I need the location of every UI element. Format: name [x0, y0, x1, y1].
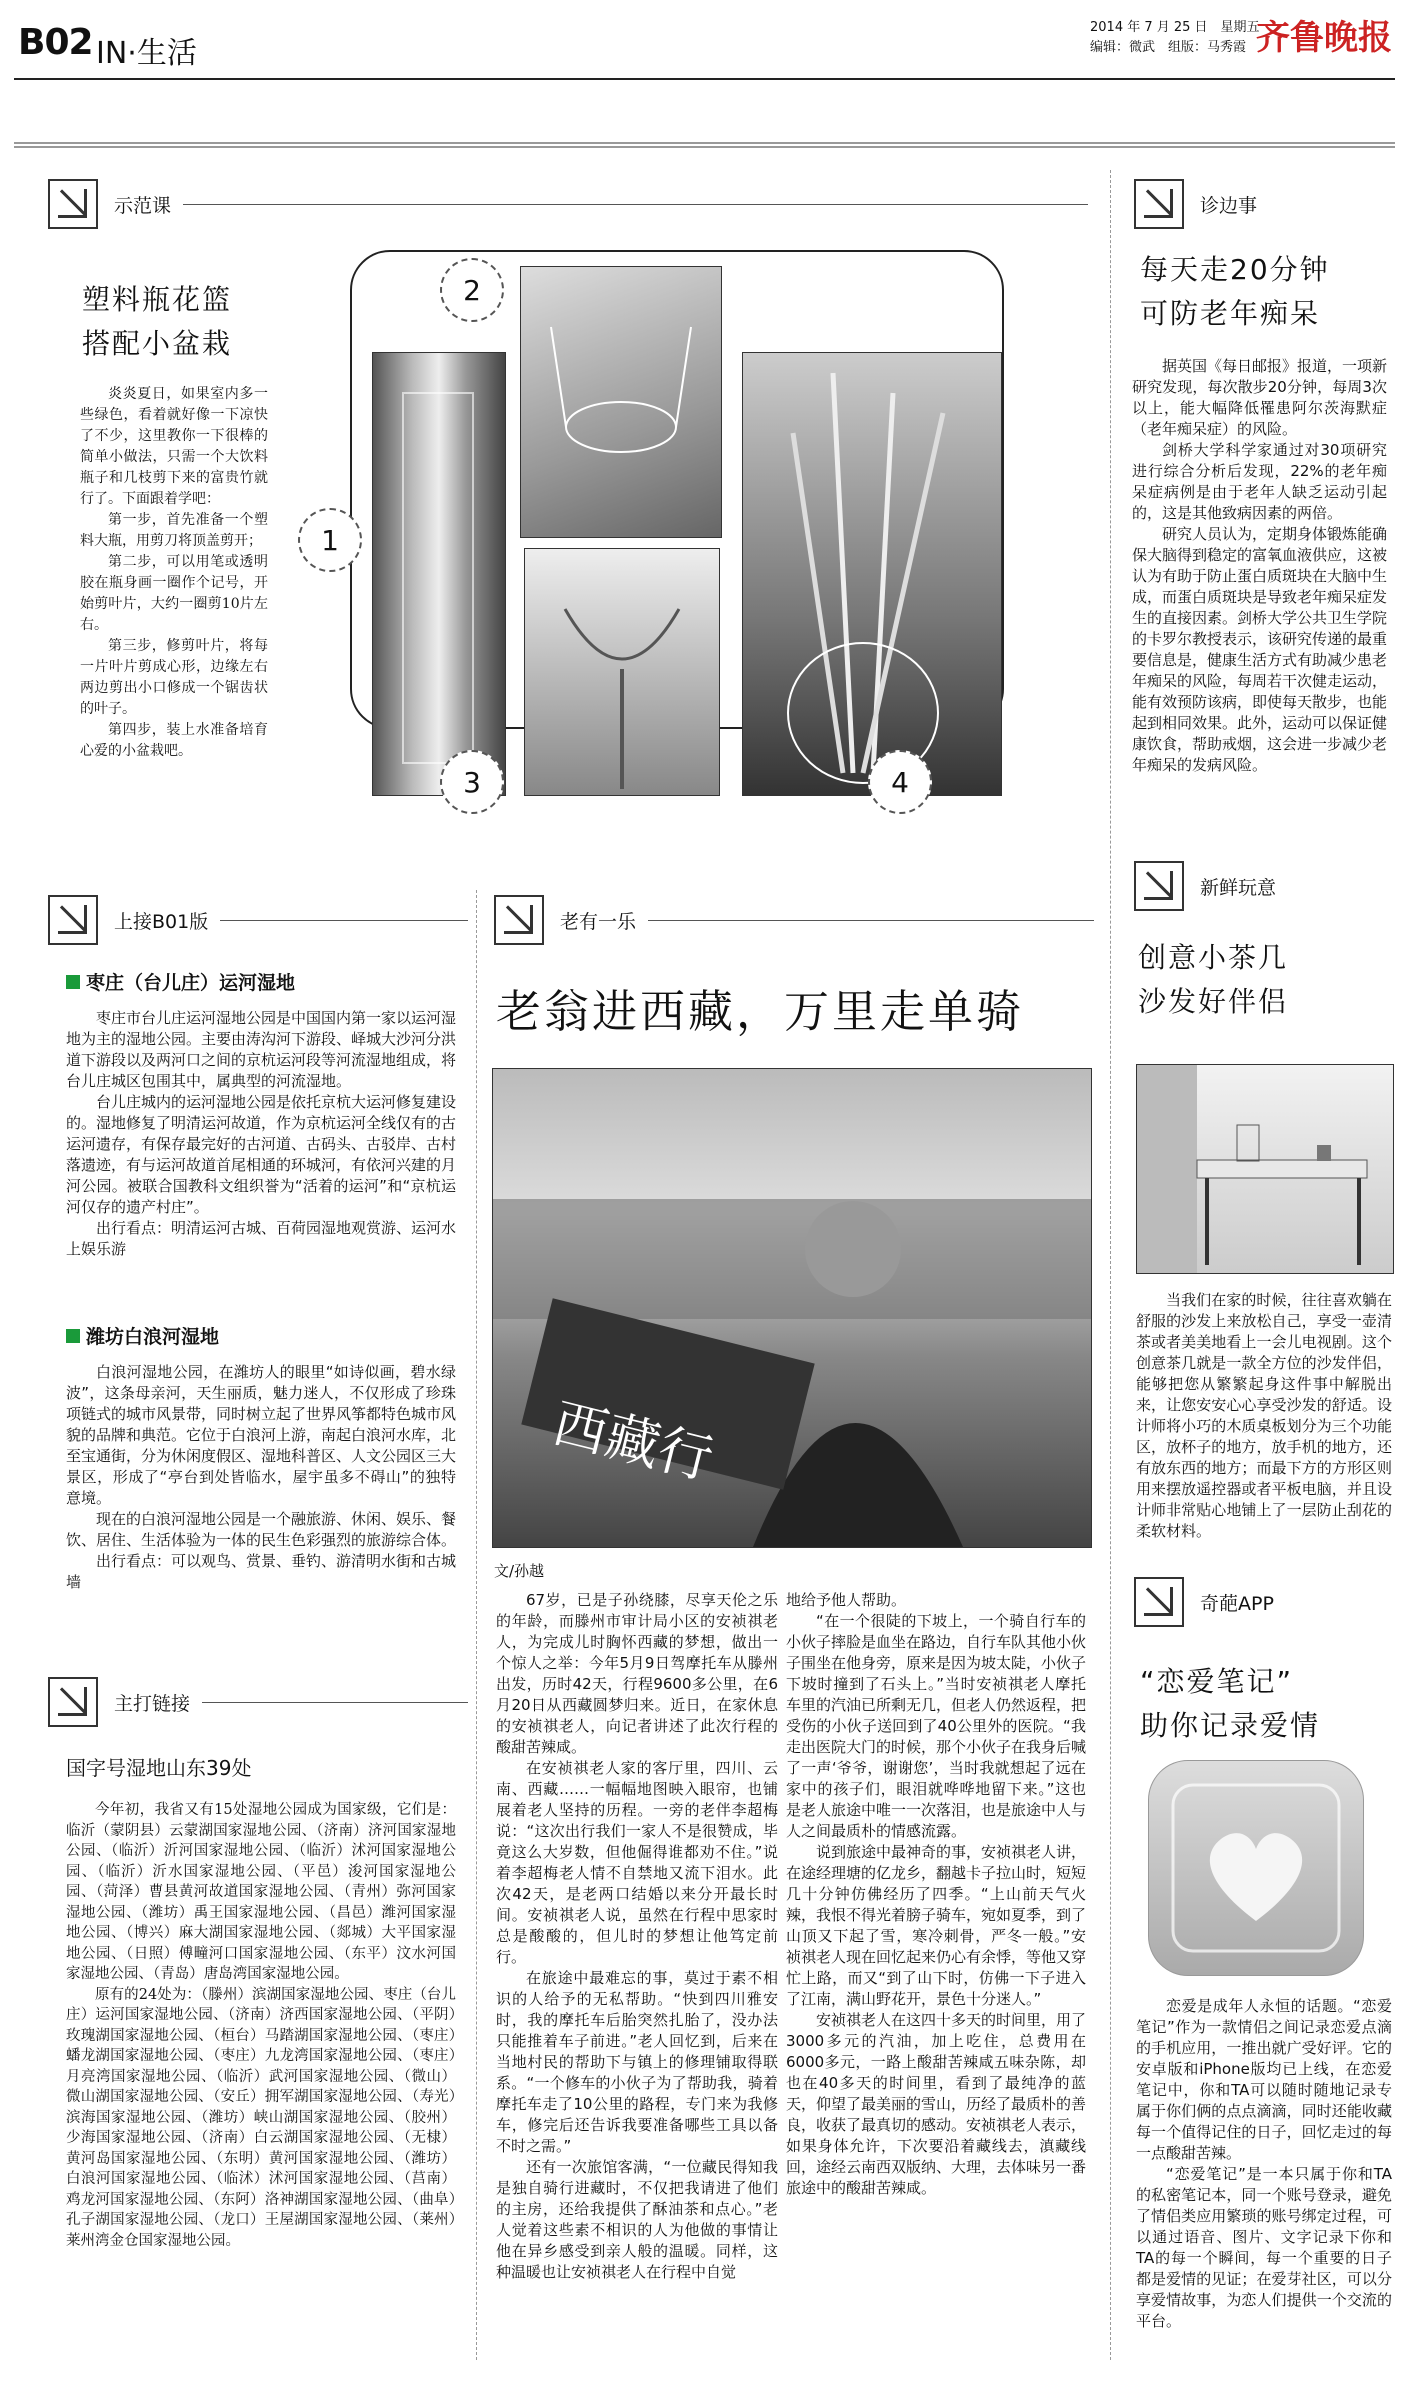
step-number-3: 3 — [440, 750, 504, 814]
left-column-divider — [476, 890, 477, 2360]
tag-label: 上接B01版 — [114, 910, 209, 933]
photo-step-3 — [524, 548, 720, 796]
step-number-1: 1 — [298, 508, 362, 572]
demo-title: 塑料瓶花篮 搭配小盆栽 — [82, 283, 233, 360]
tag-novelty — [1134, 860, 1394, 912]
bamboo-vase-illustration — [743, 353, 1001, 795]
step-number-2: 2 — [440, 258, 504, 322]
subhead-zaozhuang: 枣庄（台儿庄）运河湿地 — [66, 968, 295, 995]
page-number: B02 — [18, 22, 93, 63]
right-column-divider — [1110, 170, 1111, 2360]
feature-column-1: 67岁，已是子孙绕膝，尽享天伦之乐的年龄，而滕州市审计局小区的安祯祺老人，为完成儿时胸怀西藏的梦想，做出一个惊人之举：今年5月9日驾摩托车从滕州出发，历时42天，行程9600多公里，在6月20日从西藏圆梦归来。近日，在家休息的安祯祺老人，向记者讲述了此次行程的酸甜苦辣咸。 在安祯祺老人家的客厅里，四川、云南、西藏……一幅幅地图映入眼帘，也铺展着老人坚持的历程。一旁的老伴李超梅说：“这次出行我们一家人不是很赞成，毕竟这么大岁数，但他倔得谁都劝不住。”说着李超梅老人情不自禁地又流下泪水。此次42天，是老两口结婚以来分开最长时间。安祯祺老人说，虽然在行程中思家时总是酸酸的，但儿时的梦想让他笃定前行。 在旅途中最难忘的事，莫过于素不相识的人给予的无私帮助。“快到四川雅安时，我的摩托车后胎突然扎胎了，没办法只能推着车子前进。”老人回忆到，后来在当地村民的帮助下与镇上的修理铺取得联系。“一个修车的小伙子为了帮助我，骑着摩托车走了10公里的路程，专门来为我修车，修完后还告诉我要准备哪些工具以备不时之需。” 还有一次旅馆客满，“一位藏民得知我是独自骑行进藏时，不仅把我请进了他们的主房，还给我提供了酥油茶和点心。”老人觉着这些素不相识的人为他做的事情让他在异乡感受到亲人般的温暖。同样，这种温暖也让安祯祺老人在行程中自觉 — [496, 1591, 778, 2281]
corner-arrow-icon — [48, 1677, 98, 1727]
tag-clinic — [1134, 178, 1394, 230]
novelty-body: 当我们在家的时候，往往喜欢躺在舒服的沙发上来放松自己，享受一壶清茶或者美美地看上一会儿电视剧。这个创意茶几就是一款全方位的沙发伴侣，能够把您从繁繁起身这件事中解脱出来，让您安安心心享受沙发的舒适。设计师将小巧的木质桌板划分为三个功能区，放杯子的地方，放手机的地方，还有放东西的地方；而最下方的方形区则用来摆放遥控器或者平板电脑，并且设计师非常贴心地铺上了一层防止刮花的柔软材料。 — [1136, 1291, 1392, 1540]
tag-label: 诊边事 — [1200, 194, 1258, 217]
demo-body: 炎炎夏日，如果室内多一些绿色，看着就好像一下凉快了不少，这里教你一下很棒的简单小做法，只需一个大饮料瓶子和几枝剪下来的富贵竹就行了。下面跟着学吧： 第一步，首先准备一个塑料大瓶，用剪刀将顶盖剪开； 第二步，可以用笔或透明胶在瓶身画一圈作个记号，开始剪叶片，大约一圈剪10片左右。 第三步，修剪叶片，将每一片叶片剪成心形，边缘左右两边剪出小口修成一个锯齿状的叶子。 第四步，装上水准备培育心爱的小盆栽吧。 — [80, 386, 268, 759]
green-square-icon — [66, 1329, 80, 1343]
tag-label: 老有一乐 — [560, 910, 637, 933]
tag-label: 主打链接 — [114, 1692, 191, 1715]
clinic-title: 每天走20分钟 可防老年痴呆 — [1140, 253, 1330, 330]
rider-illustration — [493, 1069, 1091, 1547]
heart-icon — [1149, 1761, 1363, 1975]
bottle-illustration — [373, 353, 505, 795]
banner-text: 西藏行 — [546, 1391, 720, 1492]
tag-main-link — [48, 1676, 468, 1728]
photo-step-4 — [742, 352, 1002, 796]
app-icon — [1148, 1760, 1364, 1976]
tag-label: 奇葩APP — [1200, 1592, 1274, 1615]
tag-feature — [494, 894, 1094, 946]
tag-label: 示范课 — [114, 194, 172, 217]
section-title: IN·生活 — [96, 36, 197, 71]
tag-app — [1134, 1576, 1394, 1628]
corner-arrow-icon — [1134, 861, 1184, 911]
feature-column-2: 地给予他人帮助。 “在一个很陡的下坡上，一个骑自行车的小伙子摔脸是血坐在路边，自行车队其他小伙子围坐在他身旁，原来是因为坡太陡，小伙子下坡时撞到了石头上。”当时安祯祺老人摩托车里的汽油已所剩无几，但老人仍然返程，把受伤的小伙子送回到了40公里外的医院。“我走出医院大门的时候，那个小伙子在我身后喊了一声‘爷爷，谢谢您’，当时我就想起了远在家中的孩子们，眼泪就哗哗地留下来。”这也是老人旅途中唯一一次落泪，也是旅途中人与人之间最质朴的情感流露。 说到旅途中最神奇的事，安祯祺老人讲，在途经理塘的亿龙乡，翻越卡子拉山时，短短几十分钟仿佛经历了四季。“上山前天气火辣，我恨不得光着膀子骑车，宛如夏季，到了山顶又下起了雪，寒冷刺骨，严冬一般。”安祯祺老人现在回忆起来仍心有余悸，等他又穿忙上路，而又“到了山下时，仿佛一下子进入了江南，满山野花开，景色十分迷人。” 安祯祺老人在这四十多天的时间里，用了3000多元的汽油，加上吃住，总费用在6000多元，一路上酸甜苦辣咸五味杂陈，却也在40多天的时间里，看到了最纯净的蓝天，仰望了最美丽的雪山，历经了最质朴的善良，收获了最真切的感动。安祯祺老人表示，如果身体允许，下次要沿着藏线去，滇藏线回，途经云南西双版纳、大理，去体味另一番旅途中的酸甜苦辣咸。 — [786, 1591, 1087, 2197]
tag-demo — [48, 178, 1088, 230]
editors: 编辑：微武 组版：马秀霞 — [1090, 40, 1247, 55]
green-square-icon — [66, 975, 80, 989]
app-title: “恋爱笔记” 助你记录爱情 — [1140, 1665, 1321, 1742]
tag-continued — [48, 894, 468, 946]
coffee-table-photo — [1136, 1064, 1394, 1274]
clinic-body: 据英国《每日邮报》报道，一项新研究发现，每次散步20分钟，每周3次以上，能大幅降低罹患阿尔茨海默症（老年痴呆症）的风险。 剑桥大学科学家通过对30项研究进行综合分析后发现，22%的老年痴呆症病例是由于老年人缺乏运动引起的，这是其他致病因素的两倍。 研究人员认为，定期身体锻炼能确保大脑得到稳定的富氧血液供应，这被认为有助于防止蛋白质斑块在大脑中生成，而蛋白质斑块是导致老年痴呆症发生的直接因素。剑桥大学公共卫生学院的卡罗尔教授表示，该研究传递的最重要信息是，健康生活方式有助减少患老年痴呆的风险，每周若干次健走运动，能有效预防该病，即使每天散步，也能起到相同效果。此外，运动可以保证健康饮食，帮助戒烟，这会进一步减少老年痴呆的发病风险。 — [1132, 357, 1388, 774]
continued-body-2: 白浪河湿地公园，在潍坊人的眼里“如诗似画，碧水绿波”，这条母亲河，天生丽质，魅力迷人，不仅形成了珍珠项链式的城市风景带，同时树立起了世界风筝都特色城市风貌的品牌和典范。它位于白浪河上游，南起白浪河水库，北至宝通街，分为休闲度假区、湿地科普区、人文公园区三大景区，形成了“亭台到处皆临水，屋宇虽多不碍山”的独特意境。 现在的白浪河湿地公园是一个融旅游、休闲、娱乐、餐饮、居住、生活体验为一体的民生色彩强烈的旅游综合体。 出行看点：可以观鸟、赏景、垂钓、游清明水街和古城墙 — [66, 1363, 457, 1591]
header-double-rule — [14, 142, 1395, 148]
continued-body-1: 枣庄市台儿庄运河湿地公园是中国国内第一家以运河湿地为主的湿地公园。主要由涛沟河下游段、峄城大沙河分洪道下游段以及两河口之间的京杭运河段等河流湿地组成，将台儿庄城区包围其中，属典型的河流湿地。 台儿庄城内的运河湿地公园是依托京杭大运河修复建设的。湿地修复了明清运河故道，作为京杭运河全线仅有的古运河遗存，有保存最完好的古河道、古码头、古驳岸、古村落遗迹，有与运河故道首尾相通的环城河，有依河兴建的月河公园。被联合国教科文组织誉为“活着的运河”和“京杭运河仅存的遗产村庄”。 出行看点：明清运河古城、百荷园湿地观赏游、运河水上娱乐游 — [66, 1009, 457, 1258]
novelty-title: 创意小茶几 沙发好伴侣 — [1138, 941, 1289, 1018]
corner-arrow-icon — [494, 895, 544, 945]
link-body: 今年初，我省又有15处湿地公园成为国家级，它们是：临沂（蒙阴县）云蒙湖国家湿地公园、（济南）济河国家湿地公园、（临沂）沂河国家湿地公园、（临沂）沭河国家湿地公园、（临沂）沂水国家湿地公园、（平邑）浚河国家湿地公园、（菏泽）曹县黄河故道国家湿地公园、（青州）弥河国家湿地公园、（潍坊）禹王国家湿地公园、（昌邑）潍河国家湿地公园、（博兴）麻大湖国家湿地公园、（郯城）大平国家湿地公园、（日照）傅疃河口国家湿地公园、（东平）汶水河国家湿地公园、（青岛）唐岛湾国家湿地公园。 原有的24处为：（滕州）滨湖国家湿地公园、枣庄（台儿庄）运河国家湿地公园、（济南）济西国家湿地公园、（平阴）玫瑰湖国家湿地公园、（桓台）马踏湖国家湿地公园、（枣庄）蟠龙湖国家湿地公园、（枣庄）九龙湾国家湿地公园、（枣庄）月亮湾国家湿地公园、（临沂）武河国家湿地公园、（微山）微山湖国家湿地公园、（安丘）拥军湖国家湿地公园、（寿光）滨海国家湿地公园、（潍坊）峡山湖国家湿地公园、（胶州）少海国家湿地公园、（济南）白云湖国家湿地公园、（无棣）黄河岛国家湿地公园、（东明）黄河国家湿地公园、（潍坊）白浪河国家湿地公园、（临沭）沭河国家湿地公园、（莒南）鸡龙河国家湿地公园、（东阿）洛神湖国家湿地公园、（曲阜）孔子湖国家湿地公园、（龙口）王屋湖国家湿地公园、（莱州）莱州湾金仓国家湿地公园。 — [66, 1802, 456, 2249]
coffee-table-illustration — [1137, 1065, 1393, 1273]
feature-photo — [492, 1068, 1092, 1548]
link-title: 国字号湿地山东39处 — [66, 1756, 252, 1780]
corner-arrow-icon — [48, 179, 98, 229]
app-body: 恋爱是成年人永恒的话题。“恋爱笔记”作为一款情侣之间记录恋爱点滴的手机应用，一推出就广受好评。它的安卓版和iPhone版均已上线，在恋爱笔记中，你和TA可以随时随地记录专属于你们俩的点点滴滴，同时还能收藏每一个值得记住的日子，回忆走过的每一点酸甜苦辣。 “恋爱笔记”是一本只属于你和TA的私密笔记本，同一个账号登录，避免了情侣类应用繁琐的账号绑定过程，可以通过语音、图片、文字记录下你和TA的每一个瞬间，每一个重要的日子都是爱情的见证；在爱芽社区，可以分享爱情故事，为恋人们提供一个交流的平台。 — [1136, 1997, 1392, 2330]
corner-arrow-icon — [1134, 179, 1184, 229]
newspaper-logo: 齐鲁晚报 — [1256, 18, 1392, 58]
corner-arrow-icon — [48, 895, 98, 945]
leaf-cut-illustration — [525, 549, 719, 795]
feature-headline: 老翁进西藏，万里走单骑 — [496, 985, 1025, 1038]
step-number-4: 4 — [868, 750, 932, 814]
cut-bottle-illustration — [521, 267, 721, 537]
issue-date: 2014 年 7 月 25 日 星期五 — [1090, 20, 1260, 35]
photo-step-1 — [372, 352, 506, 796]
subhead-weifang: 潍坊白浪河湿地 — [66, 1322, 219, 1349]
feature-byline: 文/孙越 — [494, 1562, 545, 1580]
tag-label: 新鲜玩意 — [1200, 876, 1277, 899]
photo-step-2 — [520, 266, 722, 538]
corner-arrow-icon — [1134, 1577, 1184, 1627]
header-rule — [14, 78, 1395, 80]
